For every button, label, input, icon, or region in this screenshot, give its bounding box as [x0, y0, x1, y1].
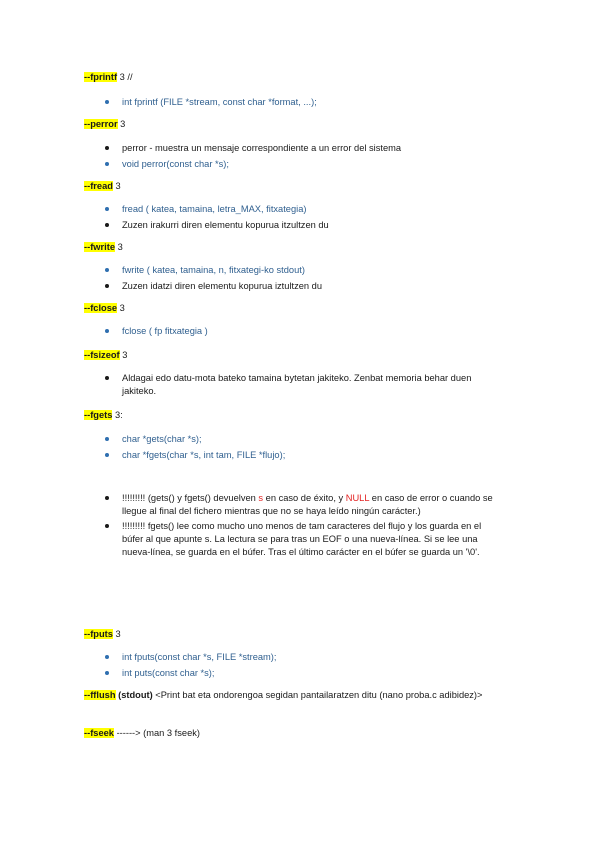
- heading-name: fflush: [90, 690, 116, 700]
- list-notes: [0, 492, 599, 562]
- section-heading-fread: [84, 180, 121, 192]
- list-perror: [0, 142, 599, 173]
- heading-name: fgets: [90, 410, 113, 420]
- heading-prefix: --: [84, 629, 91, 639]
- heading-keyword: [84, 728, 114, 738]
- note-text: !!!!!!!!! fgets() lee como mucho uno menos de tam caracteres del flujo y los guarda en el búfer al que apunte s. La lectura se para tras un EOF o una nueva-línea. Si se lee una nueva-línea, se guarda en el búfer. Tras el último carácter en el búfer se guarda un '\0'.: [122, 521, 482, 557]
- list-item: Aldagai edo datu-mota bateko tamaina bytetan jakiteko. Zenbat memoria behar duen jakiteko.: [0, 372, 494, 398]
- section-heading-fprintf: [84, 71, 133, 83]
- list-fgets: [0, 433, 599, 464]
- heading-prefix: --: [84, 690, 91, 700]
- heading-suffix: 3: [112, 181, 121, 191]
- heading-keyword: [84, 350, 120, 360]
- heading-prefix: --: [84, 303, 91, 313]
- list-item: char *fgets(char *s, int tam, FILE *flujo);: [0, 449, 494, 462]
- heading-name: fsizeof: [90, 350, 120, 360]
- heading-suffix: 3: [112, 629, 121, 639]
- heading-text: <Print bat eta ondorengoa segidan pantailaratzen ditu (nano proba.c adibidez)>: [152, 690, 483, 700]
- list-fread: [0, 203, 599, 234]
- note-item: [0, 520, 494, 559]
- note-text: !!!!!!!!! (gets() y fgets() devuelven: [122, 493, 259, 503]
- heading-suffix: 3: [117, 303, 125, 313]
- list-fsizeof: [0, 372, 599, 401]
- heading-prefix: --: [84, 181, 91, 191]
- list-item: char *gets(char *s);: [0, 433, 494, 446]
- heading-name: fread: [90, 181, 113, 191]
- list-item: int fprintf (FILE *stream, const char *format, ...);: [0, 96, 494, 109]
- list-item: int puts(const char *s);: [0, 667, 494, 680]
- heading-keyword: [84, 181, 113, 191]
- heading-prefix: --: [84, 728, 91, 738]
- list-item: perror - muestra un mensaje correspondiente a un error del sistema: [0, 142, 494, 155]
- heading-name: fputs: [90, 629, 113, 639]
- list-item: Zuzen irakurri diren elementu kopurua itzultzen du: [0, 219, 494, 232]
- note-highlight: NULL: [345, 493, 370, 503]
- heading-keyword: [84, 72, 117, 82]
- note-item: [0, 492, 494, 518]
- heading-prefix: --: [84, 410, 91, 420]
- section-heading-perror: [84, 118, 125, 130]
- list-item: fread ( katea, tamaina, letra_MAX, fitxategia): [0, 203, 494, 216]
- list-fputs: [0, 651, 599, 682]
- heading-name: perror: [90, 119, 118, 129]
- list-item: Zuzen idatzi diren elementu kopurua iztultzen du: [0, 280, 494, 293]
- heading-keyword: [84, 242, 115, 252]
- note-highlight: s: [258, 493, 264, 503]
- note-text: en caso de éxito, y: [263, 493, 346, 503]
- list-fprintf: [0, 96, 599, 112]
- note-text: en caso de error o cuando se llegue al final del fichero mientras que no se haya leído ningún carácter.): [122, 493, 493, 516]
- section-heading-fclose: [84, 302, 125, 314]
- section-heading-fseek: [84, 727, 200, 739]
- heading-suffix: 3: [115, 242, 123, 252]
- section-heading-fflush: [84, 688, 514, 702]
- heading-keyword: [84, 629, 113, 639]
- section-heading-fgets: [84, 409, 123, 421]
- heading-text: ------> (man 3 fseek): [113, 728, 200, 738]
- section-heading-fputs: [84, 628, 121, 640]
- heading-prefix: --: [84, 350, 91, 360]
- heading-prefix: --: [84, 119, 91, 129]
- list-fwrite: [0, 264, 599, 295]
- heading-keyword: [84, 119, 118, 129]
- heading-suffix: 3 //: [117, 72, 133, 82]
- heading-keyword: [84, 690, 116, 700]
- heading-prefix: --: [84, 242, 91, 252]
- heading-name: fclose: [90, 303, 118, 313]
- list-item: void perror(const char *s);: [0, 158, 494, 171]
- heading-suffix: 3:: [112, 410, 123, 420]
- list-fclose: [0, 325, 599, 341]
- heading-name: fseek: [90, 728, 114, 738]
- heading-prefix: --: [84, 72, 91, 82]
- list-item: fclose ( fp fitxategia ): [0, 325, 494, 338]
- list-item: int fputs(const char *s, FILE *stream);: [0, 651, 494, 664]
- section-heading-fwrite: [84, 241, 123, 253]
- heading-suffix: 3: [119, 350, 128, 360]
- heading-name: fwrite: [90, 242, 115, 252]
- heading-suffix: 3: [117, 119, 126, 129]
- heading-bold-text: (stdout): [115, 690, 153, 700]
- heading-keyword: [84, 303, 117, 313]
- section-heading-fsizeof: [84, 349, 127, 361]
- list-item: fwrite ( katea, tamaina, n, fitxategi-ko stdout): [0, 264, 494, 277]
- heading-keyword: [84, 410, 112, 420]
- heading-name: fprintf: [90, 72, 118, 82]
